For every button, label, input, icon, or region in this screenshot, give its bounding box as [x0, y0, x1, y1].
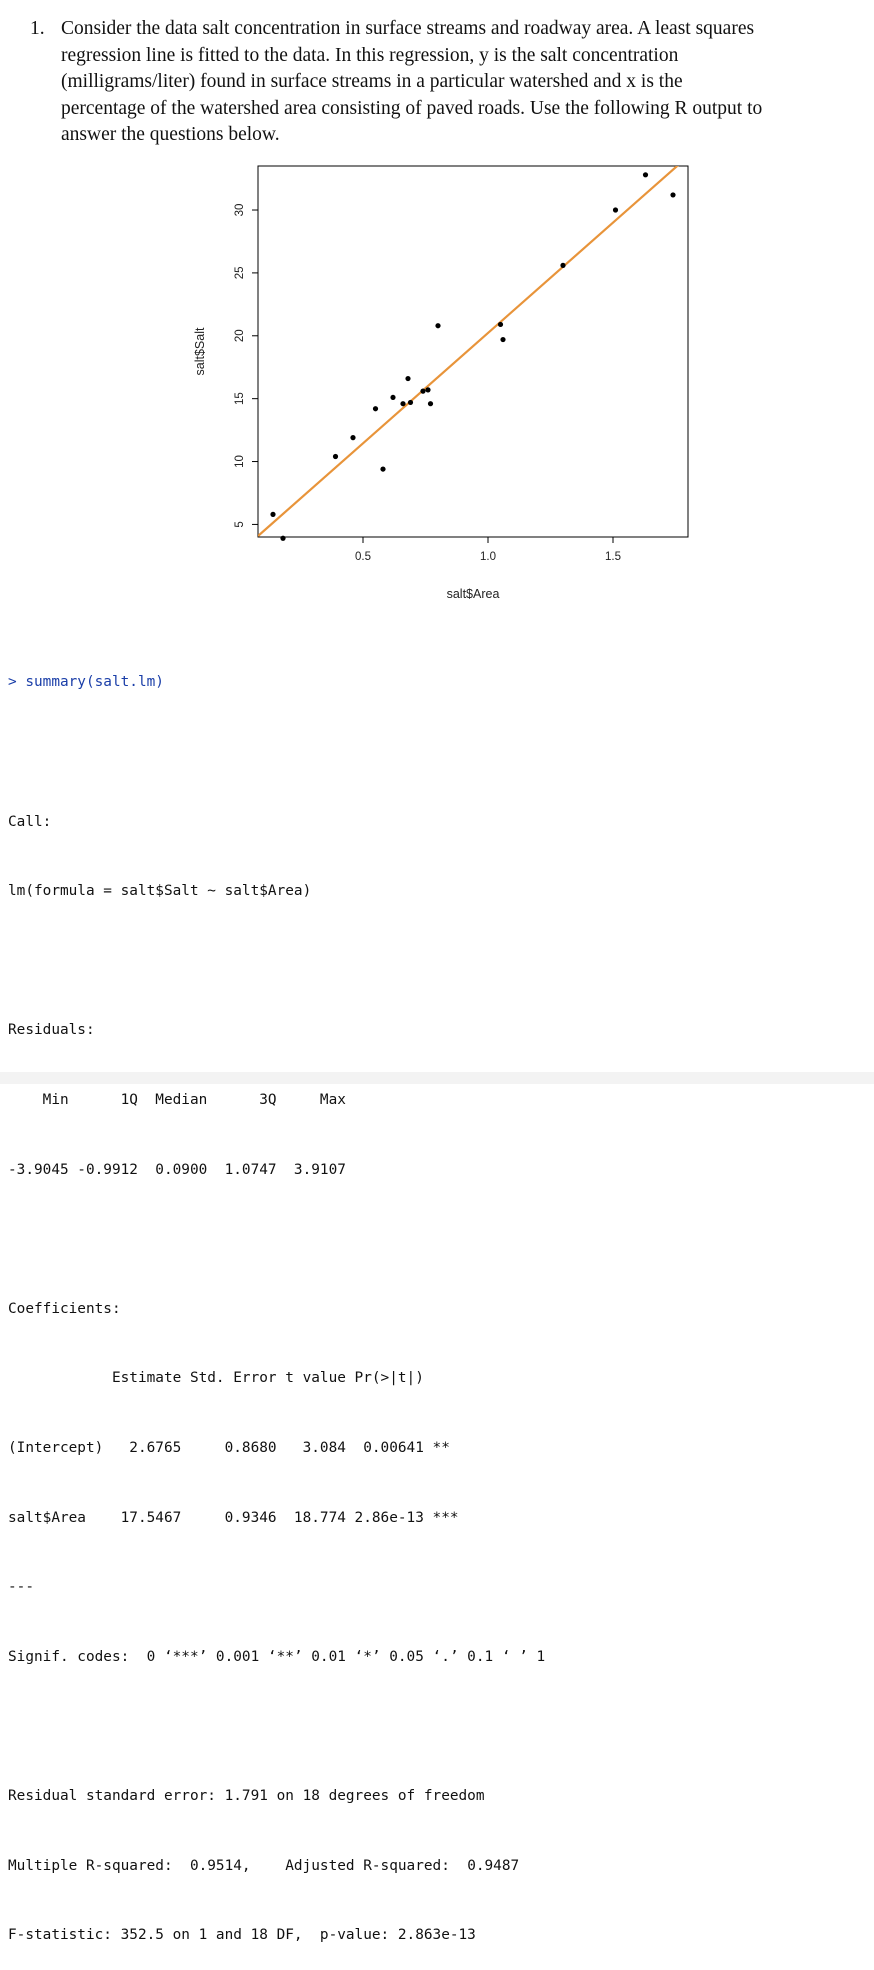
x-tick-label: 0.5: [355, 551, 371, 563]
data-point: [425, 387, 430, 392]
regression-line: [258, 160, 688, 536]
r-output-line: [8, 1228, 868, 1251]
r-command: summary(salt.lm): [25, 674, 164, 691]
r-output-line: (Intercept) 2.6765 0.8680 3.084 0.00641 **: [8, 1439, 459, 1456]
data-point: [420, 389, 425, 394]
data-point: [643, 172, 648, 177]
data-point: [613, 207, 618, 212]
question-line: regression line is fitted to the data. In this regression, y is the salt concentration: [61, 44, 679, 66]
data-point: [408, 400, 413, 405]
data-point: [280, 536, 285, 541]
y-tick-label: 10: [234, 455, 246, 468]
r-output-line: Min 1Q Median 3Q Max: [8, 1091, 355, 1108]
r-output-line: [8, 741, 868, 764]
question-line: Consider the data salt concentration in surface streams and roadway area. A least squares: [61, 18, 755, 39]
r-output-line: [8, 950, 868, 973]
data-point: [405, 376, 410, 381]
r-output-line: F-statistic: 352.5 on 1 and 18 DF, p-value: 2.863e-13: [8, 1927, 476, 1944]
data-point: [390, 395, 395, 400]
r-output-line: Signif. codes: 0 ‘***’ 0.001 ‘**’ 0.01 ‘*’ 0.05 ‘.’ 0.1 ‘ ’ 1: [8, 1648, 546, 1665]
r-output-line: ---: [8, 1579, 34, 1596]
data-point: [373, 406, 378, 411]
r-output-line: [8, 1715, 868, 1738]
y-tick-label: 25: [234, 266, 246, 280]
data-point: [500, 337, 505, 342]
data-point: [350, 435, 355, 440]
r-output-line: Estimate Std. Error t value Pr(>|t|): [8, 1370, 459, 1387]
r-console-output: [8, 625, 868, 1970]
data-point: [435, 323, 440, 328]
scatter-plot-svg: [150, 160, 710, 620]
r-command-line: [8, 671, 868, 694]
data-point: [670, 192, 675, 197]
data-point: [380, 466, 385, 471]
y-tick-label: 15: [234, 392, 246, 406]
question-block: [30, 16, 850, 149]
page-bottom-edge: [0, 1072, 874, 1084]
question-number: 1.: [30, 18, 45, 39]
r-output-line: Residuals:: [8, 1022, 95, 1039]
y-tick-label: 30: [234, 203, 246, 217]
plot-frame: [258, 166, 688, 537]
r-output-line: salt$Area 17.5467 0.9346 18.774 2.86e-13 ***: [8, 1509, 459, 1526]
y-tick-label: 5: [234, 521, 246, 528]
scatter-plot: [150, 160, 710, 620]
question-line: answer the questions below.: [61, 124, 280, 145]
r-output-line: Multiple R-squared: 0.9514, Adjusted R-squared: 0.9487: [8, 1857, 528, 1874]
question-text: [61, 16, 850, 149]
x-axis-label: salt$Area: [446, 587, 500, 601]
x-tick-label: 1.0: [480, 551, 496, 563]
y-tick-label: 20: [234, 329, 246, 343]
data-point: [498, 322, 503, 327]
question-line: (milligrams/liter) found in surface streams in a particular watershed and x is the: [61, 71, 683, 92]
y-axis-label: salt$Salt: [193, 327, 207, 376]
data-point: [400, 401, 405, 406]
r-prompt: >: [8, 674, 26, 691]
question-line: percentage of the watershed area consisting of paved roads. Use the following R output to: [61, 97, 763, 119]
data-point: [560, 263, 565, 268]
x-tick-label: 1.5: [605, 551, 621, 563]
data-point: [333, 454, 338, 459]
r-output-line: Call:: [8, 813, 52, 830]
data-point: [428, 401, 433, 406]
data-point: [270, 512, 275, 517]
r-output-line: Residual standard error: 1.791 on 18 degrees of freedom: [8, 1787, 485, 1804]
r-output-line: -3.9045 -0.9912 0.0900 1.0747 3.9107: [8, 1161, 355, 1178]
r-output-line: Coefficients:: [8, 1300, 121, 1317]
r-output-line: lm(formula = salt$Salt ~ salt$Area): [8, 883, 312, 900]
